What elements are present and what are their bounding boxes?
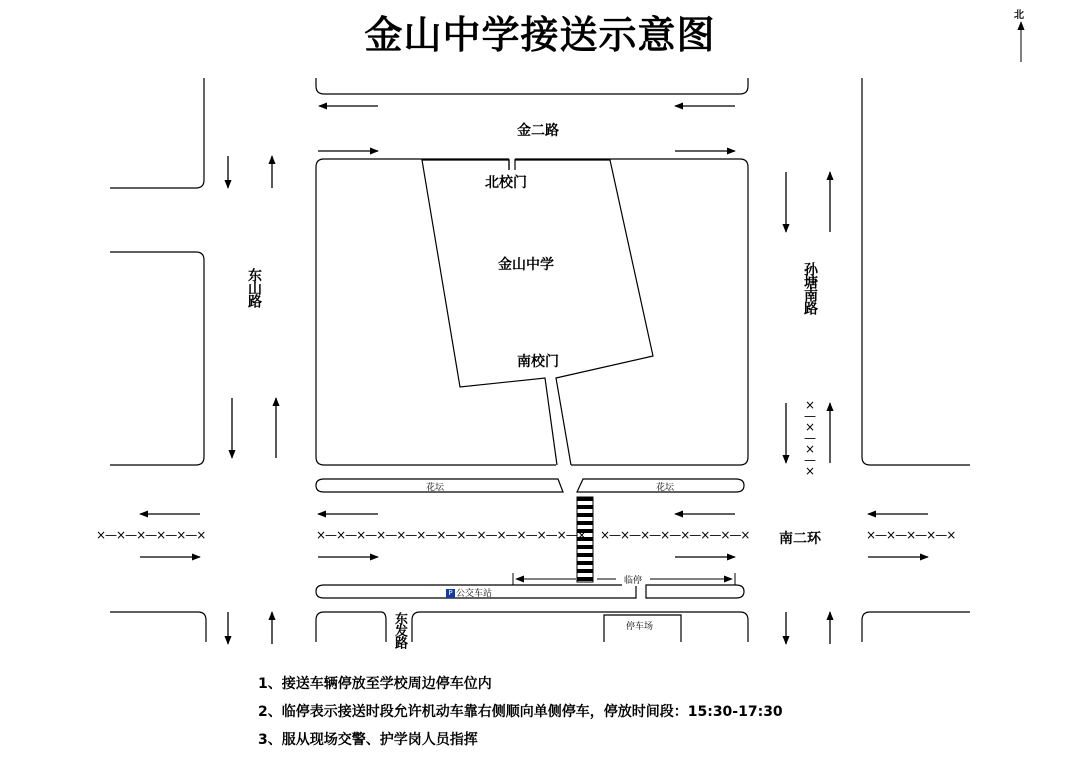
temp-parking-label: 临停 xyxy=(622,573,644,586)
school-block xyxy=(316,159,748,465)
parking-lot-label: 停车场 xyxy=(626,622,654,632)
no-parking-vertical: ×—×—×—× xyxy=(803,398,817,475)
no-parking-middle-right: ×—×—×—×—×—×—×—× xyxy=(600,528,750,542)
note-item: 3、服从现场交警、护学岗人员指挥 xyxy=(258,732,478,748)
flower-beds xyxy=(316,479,744,492)
notes-list xyxy=(258,673,783,757)
school-label: 金山中学 xyxy=(498,257,554,273)
bus-stop-label: 公交车站 xyxy=(456,589,493,599)
no-parking-right: ×—×—×—×—× xyxy=(866,528,956,542)
road-label-dong-shan-lu: 东山路 xyxy=(246,268,262,307)
road-label-jin-er-lu: 金二路 xyxy=(517,123,559,139)
traffic-arrows xyxy=(140,106,928,644)
bus-stop-icon: P xyxy=(446,589,455,598)
no-parking-middle-left: ×—×—×—×—×—×—×—×—×—×—×—×—×—× xyxy=(316,528,586,542)
flower-bed-label-left: 花坛 xyxy=(426,483,445,493)
school-building xyxy=(422,160,653,465)
bus-stop xyxy=(446,586,492,599)
page-title: 金山中学接送示意图 xyxy=(364,13,716,57)
road-label-nan-er-huan: 南二环 xyxy=(779,531,821,547)
north-gate-label: 北校门 xyxy=(485,175,527,191)
bus-stop-strip xyxy=(316,585,744,598)
note-item: 2、临停表示接送时段允许机动车靠右侧顺向单侧停车，停放时间段：15:30-17:30 xyxy=(258,704,783,720)
road-label-dong-fa-lu: 东发路 xyxy=(392,612,407,648)
road-label-sun-tang-nan-lu: 孙塘南路 xyxy=(802,262,818,314)
south-gate-label: 南校门 xyxy=(517,354,559,370)
flower-bed-label-right: 花坛 xyxy=(656,483,675,493)
north-label: 北 xyxy=(1014,10,1024,21)
no-parking-left: ×—×—×—×—×—× xyxy=(96,528,206,542)
note-item: 1、接送车辆停放至学校周边停车位内 xyxy=(258,676,492,692)
